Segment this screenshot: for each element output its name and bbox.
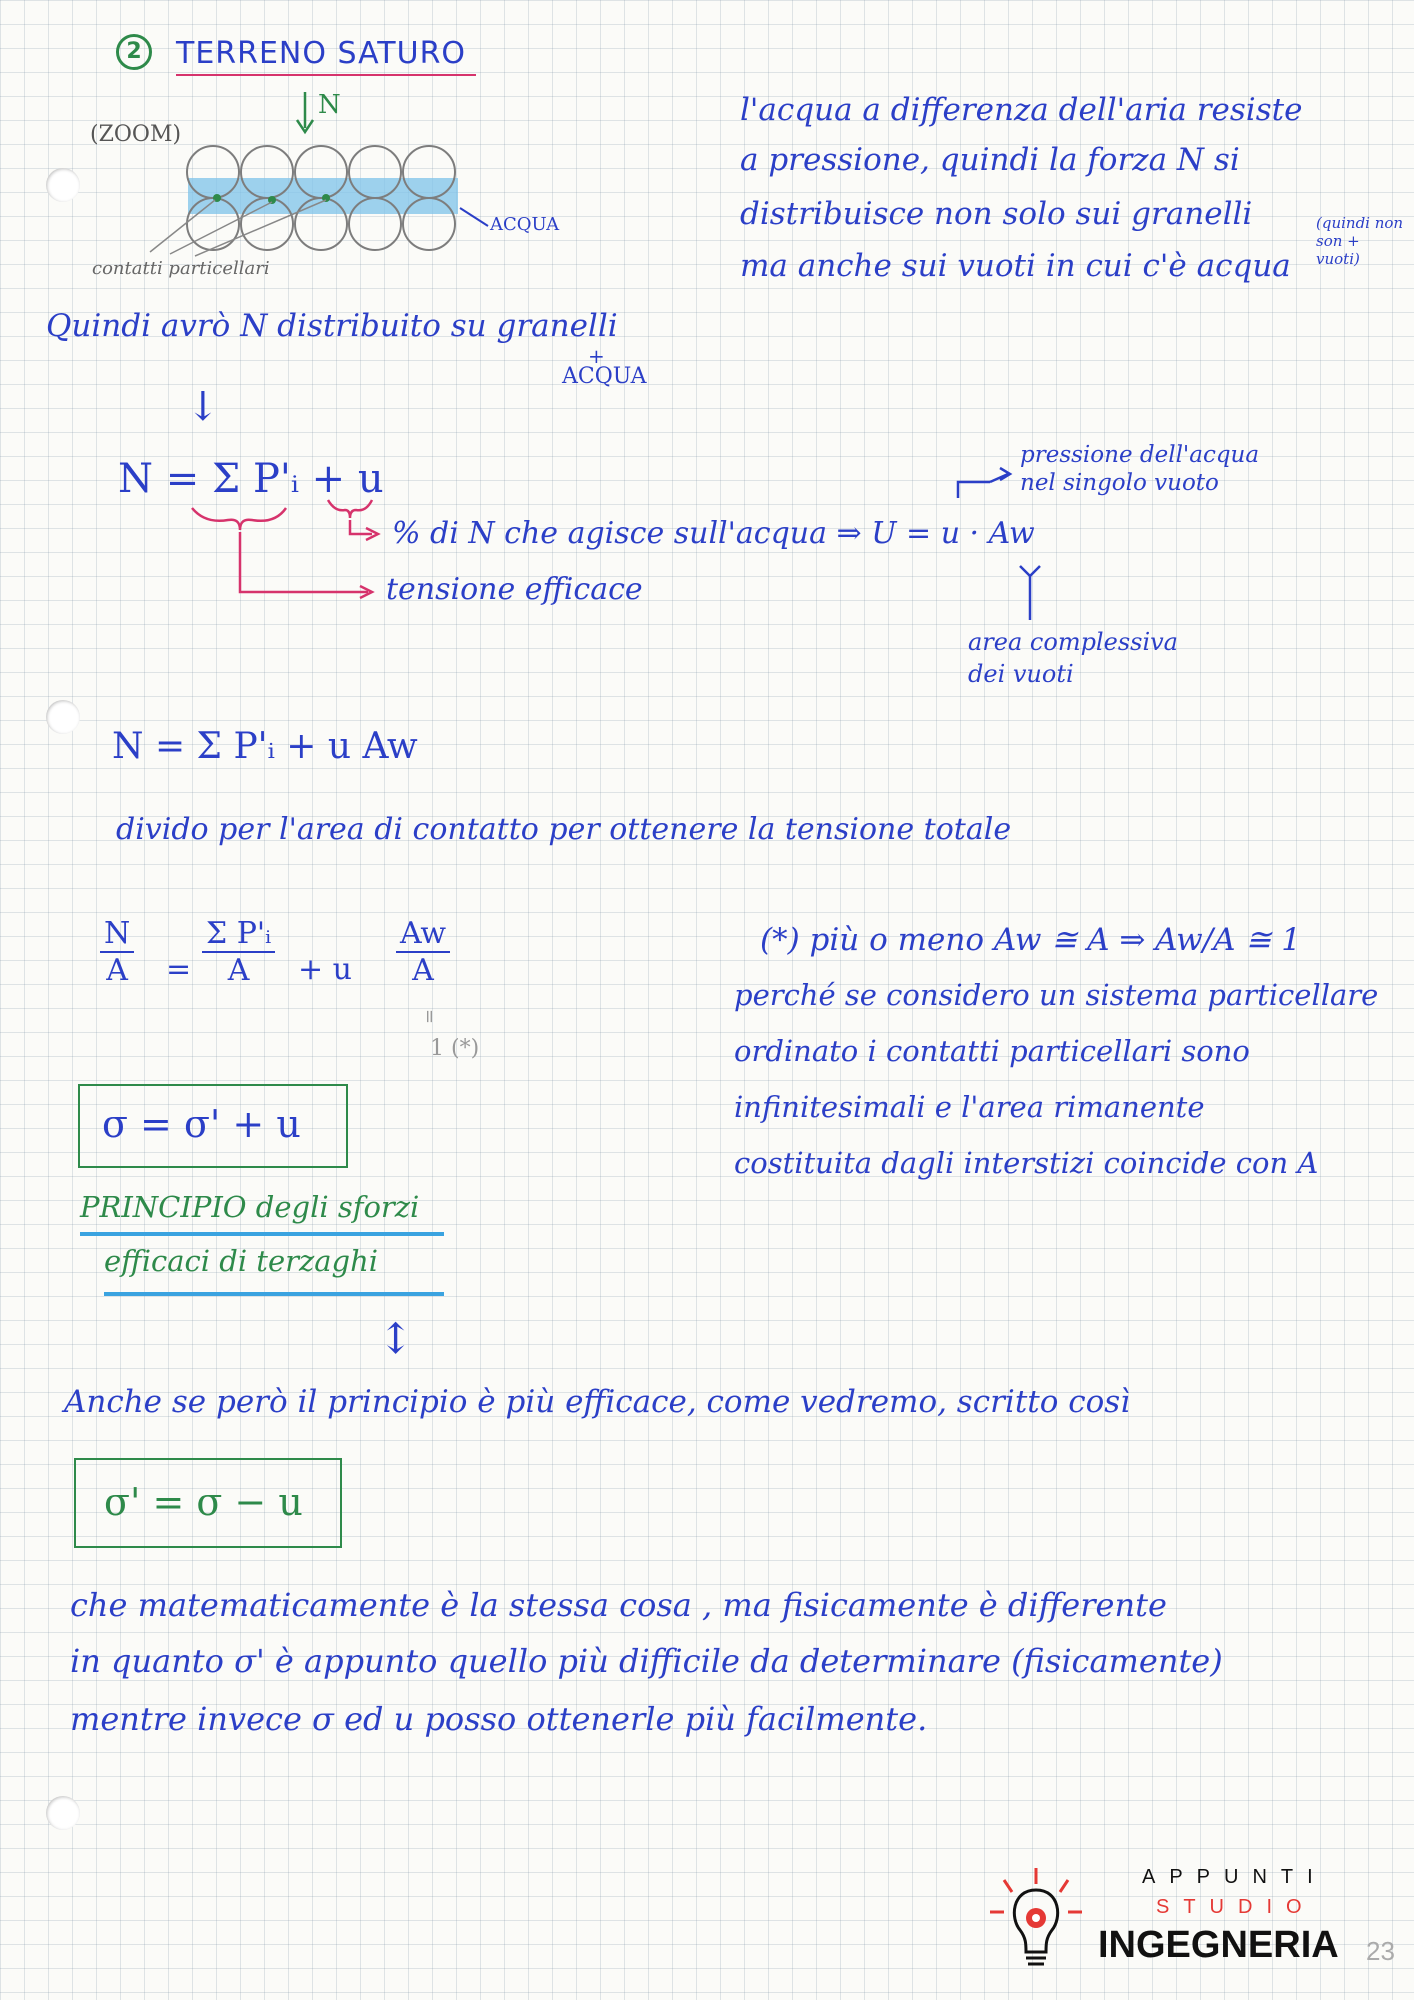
logo-line-1: APPUNTI — [1142, 1866, 1327, 1888]
inverse-intro: Anche se però il principio è più efficace, come vedremo, scritto così — [64, 1384, 1131, 1420]
water-label: ACQUA — [490, 214, 560, 235]
section-number: 2 — [126, 39, 142, 64]
contacts-label: contatti particellari — [92, 258, 270, 279]
plus-sign: + — [588, 344, 605, 368]
down-arrow: ↓ — [186, 384, 220, 430]
equals-sign: = — [166, 952, 192, 987]
principle-title-line: efficaci di terzaghi — [104, 1244, 379, 1278]
principle-formula: σ = σ' + u — [102, 1102, 301, 1146]
under-value: 1 (*) — [430, 1036, 480, 1061]
under-equals: = — [419, 1008, 441, 1025]
lhs-numerator: N — [100, 916, 134, 953]
divide-note: divido per l'area di contatto per ottenere la tensione totale — [116, 812, 1012, 847]
principle-title-line: PRINCIPIO degli sforzi — [80, 1190, 420, 1224]
term2-denominator: A — [412, 953, 434, 988]
page-title: TERRENO SATURO — [176, 36, 467, 71]
conclusion-line: in quanto σ' è appunto quello più difficile da determinare (fisicamente) — [70, 1642, 1223, 1680]
zoom-label: (ZOOM) — [90, 122, 182, 147]
water-note-line: ma anche sui vuoti in cui c'è acqua — [740, 248, 1291, 284]
area-note-line: area complessiva — [968, 628, 1178, 656]
logo-line-2: STUDIO — [1156, 1896, 1316, 1918]
distributed-line: Quindi avrò N distribuito su granelli — [46, 308, 618, 344]
water-note-line: a pressione, quindi la forza N si — [740, 142, 1240, 178]
water-word: ACQUA — [562, 364, 647, 389]
conclusion-line: che matematicamente è la stessa cosa , ma fisicamente è differente — [70, 1586, 1167, 1624]
footnote-line: perché se considero un sistema particellare — [734, 978, 1379, 1012]
footnote-line: infinitesimali e l'area rimanente — [734, 1090, 1205, 1124]
sigma-label: tensione efficace — [386, 572, 643, 607]
footnote-line: ordinato i contatti particellari sono — [734, 1034, 1250, 1068]
conclusion-line: mentre invece σ ed u posso ottenerle più facilmente. — [70, 1700, 928, 1738]
equation-1: N = Σ P'ᵢ + u — [118, 456, 384, 502]
plus-u: + u — [298, 952, 352, 987]
term1-numerator: Σ P'ᵢ — [202, 916, 275, 953]
u-label: % di N che agisce sull'acqua ⇒ U = u · Aw — [392, 516, 1035, 551]
pressure-note-line: nel singolo vuoto — [1020, 470, 1219, 496]
side-note: (quindi non son + vuoti) — [1316, 214, 1404, 268]
area-note-line: dei vuoti — [968, 660, 1074, 688]
footnote-line: (*) più o meno Aw ≅ A ⇒ Aw/A ≅ 1 — [760, 922, 1301, 958]
force-label: N — [318, 90, 341, 120]
inverse-formula: σ' = σ − u — [104, 1480, 303, 1524]
term1-denominator: A — [227, 953, 250, 988]
logo-line-3: INGEGNERIA — [1098, 1924, 1339, 1966]
equation-2: N = Σ P'ᵢ + u Aw — [112, 726, 418, 767]
water-note-line: l'acqua a differenza dell'aria resiste — [740, 92, 1303, 128]
water-note-line: distribuisce non solo sui granelli — [740, 196, 1253, 232]
footnote-line: costituita dagli interstizi coincide con A — [734, 1146, 1319, 1180]
page-number: 23 — [1366, 1936, 1395, 1966]
term2-numerator: Aw — [396, 916, 450, 953]
pressure-note-line: pressione dell'acqua — [1020, 442, 1260, 468]
lhs-denominator: A — [106, 953, 128, 988]
double-arrow: ↕ — [378, 1314, 414, 1363]
